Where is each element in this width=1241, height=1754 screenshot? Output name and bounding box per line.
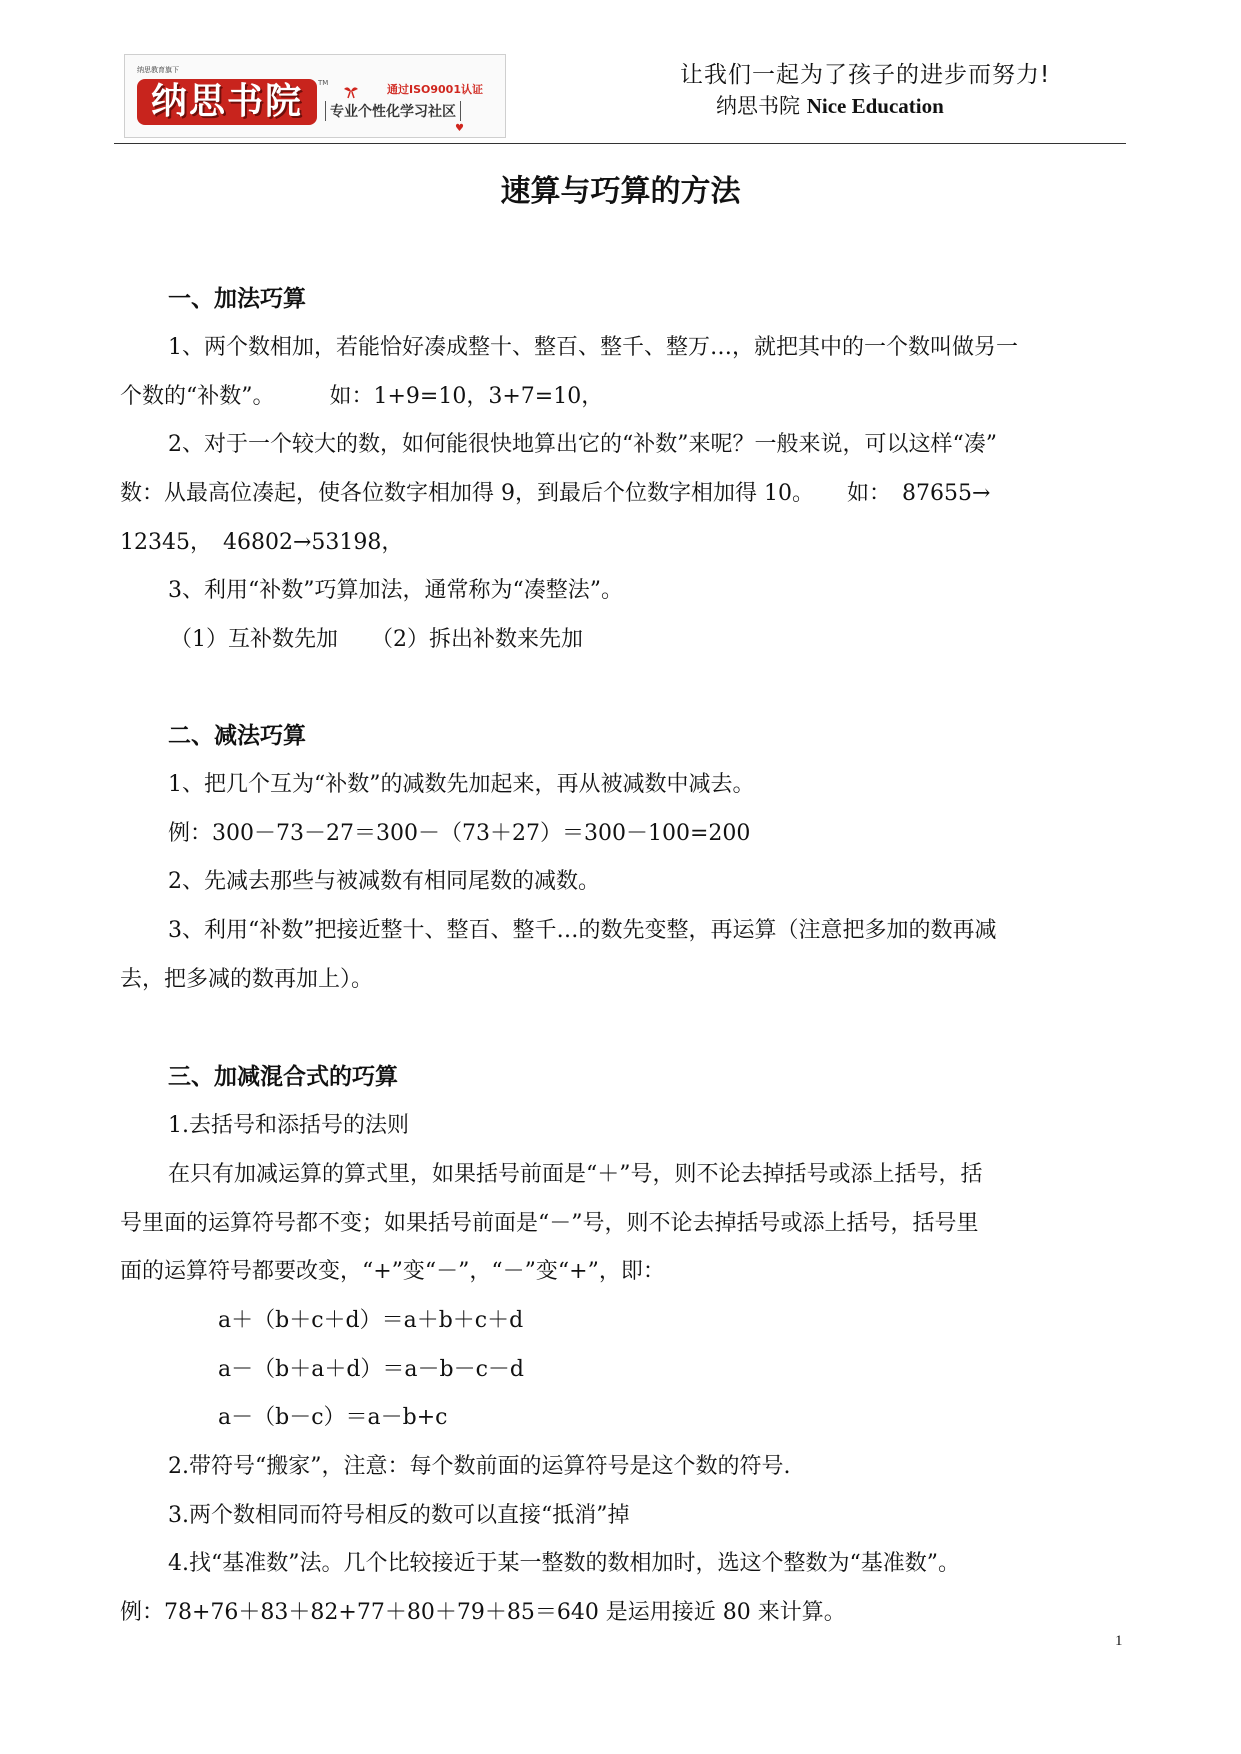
logo-tagline: 专业个性化学习社区 (325, 101, 461, 121)
paragraph-line: 去，把多减的数再加上）。 (120, 967, 374, 992)
paragraph-line: 2.带符号“搬家”，注意：每个数前面的运算符号是这个数的符号. (168, 1454, 791, 1479)
brand-cn: 纳思书院 (716, 94, 800, 118)
section-heading-addition: 一、加法巧算 (168, 286, 306, 312)
page-number: 1 (1115, 1633, 1123, 1649)
paragraph-line: 1、两个数相加，若能恰好凑成整十、整百、整千、整万…，就把其中的一个数叫做另一 (168, 335, 1018, 360)
section-heading-mixed: 三、加减混合式的巧算 (168, 1064, 398, 1090)
brand-en: Nice Education (806, 94, 944, 118)
document-title: 速算与巧算的方法 (500, 174, 741, 209)
logo-small-text: 纳思教育旗下 (137, 66, 179, 74)
motto: 让我们一起为了孩子的进步而努力! (680, 62, 1051, 88)
paragraph-line: 3、利用“补数”把接近整十、整百、整千…的数先变整，再运算（注意把多加的数再减 (168, 918, 997, 943)
paragraph-line: 4.找“基准数”法。几个比较接近于某一整数的数相加时，选这个整数为“基准数”。 (168, 1551, 960, 1576)
logo-certification: 通过ISO9001认证 (387, 83, 483, 96)
formula: a＋（b＋c＋d）＝a＋b＋c＋d (218, 1308, 524, 1333)
formula: a－（b－c）＝a－b+c (218, 1405, 448, 1430)
formula: a－（b＋a＋d）＝a－b－c－d (218, 1357, 525, 1382)
paragraph-line: 3.两个数相同而符号相反的数可以直接“抵消”掉 (168, 1503, 630, 1528)
logo-name: 纳思书院 (137, 79, 317, 125)
paragraph-line: 1.去括号和添括号的法则 (168, 1113, 409, 1138)
paragraph-line: 例：300－73－27＝300－（73＋27）＝300－100=200 (168, 821, 751, 846)
paragraph-line: 2、对于一个较大的数，如何能很快地算出它的“补数”来呢？一般来说，可以这样“凑” (168, 432, 997, 457)
header-divider (114, 143, 1126, 144)
logo-tm: TM (318, 79, 329, 87)
brand (716, 90, 944, 120)
paragraph-line: 3、利用“补数”巧算加法，通常称为“凑整法”。 (168, 578, 623, 603)
heart-icon: ♥ (455, 123, 464, 134)
paragraph-line: （1）互补数先加 （2）拆出补数来先加 (170, 627, 583, 652)
paragraph-line: 1、把几个互为“补数”的减数先加起来，再从被减数中减去。 (168, 772, 755, 797)
paragraph-line: 在只有加减运算的算式里，如果括号前面是“＋”号，则不论去掉括号或添上括号，括 (168, 1162, 983, 1187)
paragraph-line: 12345， 46802→53198， (120, 530, 404, 555)
paragraph-line: 个数的“补数”。 如：1+9=10，3+7=10， (120, 384, 604, 409)
paragraph-line: 例：78+76＋83＋82+77＋80＋79＋85＝640 是运用接近 80 来计算。 (120, 1600, 846, 1625)
paragraph-line: 面的运算符号都要改变，“+”变“－”，“－”变“+”，即： (120, 1259, 665, 1284)
logo (124, 54, 506, 138)
paragraph-line: 数：从最高位凑起，使各位数字相加得 9，到最后个位数字相加得 10。 如： 87655→ (120, 481, 991, 506)
ribbon-icon (342, 85, 360, 99)
section-heading-subtraction: 二、减法巧算 (168, 723, 306, 749)
paragraph-line: 2、先减去那些与被减数有相同尾数的减数。 (168, 869, 600, 894)
paragraph-line: 号里面的运算符号都不变；如果括号前面是“－”号，则不论去掉括号或添上括号，括号里 (120, 1211, 979, 1236)
